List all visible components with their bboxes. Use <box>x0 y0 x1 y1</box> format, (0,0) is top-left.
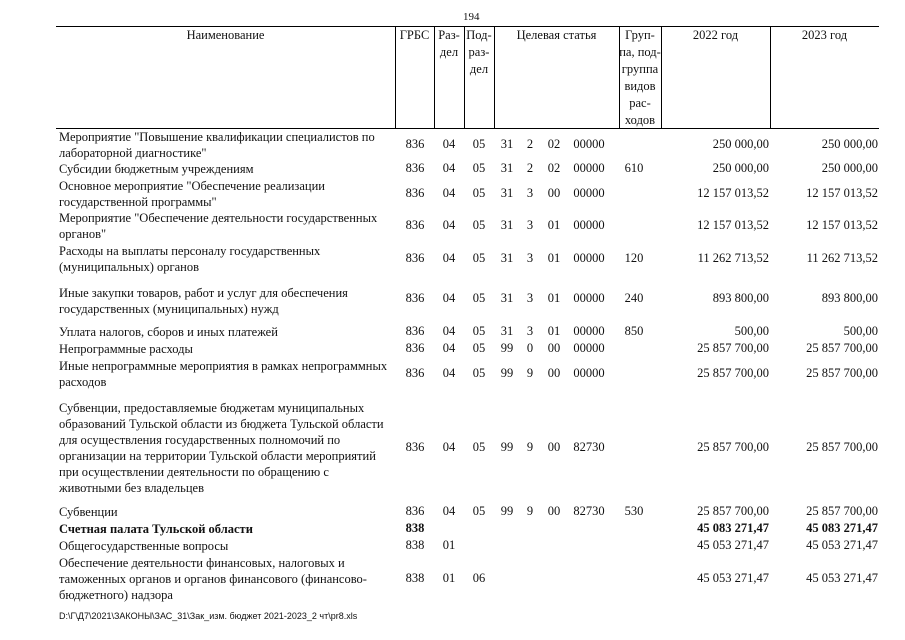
cell-grbs: 836 <box>405 251 425 265</box>
cell-csr-event: 01 <box>547 218 561 232</box>
cell-razdel: 01 <box>442 538 456 552</box>
cell-name: Уплата налогов, сборов и иных платежей <box>59 325 278 339</box>
cell-csr-direction: 00000 <box>573 161 605 175</box>
cell-csr-program: 31 <box>500 324 514 338</box>
cell-csr-type: 9 <box>526 366 534 380</box>
cell-name: Субвенции <box>59 505 118 519</box>
table-row <box>0 285 905 317</box>
table-row <box>0 161 905 177</box>
cell-csr-type: 3 <box>526 186 534 200</box>
table-row <box>0 555 905 603</box>
table-row <box>0 178 905 210</box>
cell-razdel: 01 <box>442 571 456 585</box>
cell-csr-program: 31 <box>500 291 514 305</box>
cell-podrazdel: 05 <box>472 366 486 380</box>
header-2022: 2022 год <box>692 28 739 42</box>
cell-2023: 45 053 271,47 <box>806 571 878 585</box>
cell-razdel: 04 <box>442 341 456 355</box>
table-row <box>0 324 905 340</box>
cell-2023: 45 083 271,47 <box>806 521 878 535</box>
cell-2023: 250 000,00 <box>821 161 878 175</box>
cell-razdel: 04 <box>442 440 456 454</box>
cell-podrazdel: 05 <box>472 504 486 518</box>
cell-podrazdel: 05 <box>472 137 486 151</box>
cell-grbs: 836 <box>405 218 425 232</box>
cell-csr-type: 0 <box>526 341 534 355</box>
cell-2023: 12 157 013,52 <box>806 218 878 232</box>
cell-2023: 45 053 271,47 <box>806 538 878 552</box>
cell-csr-direction: 00000 <box>573 341 605 355</box>
cell-csr-direction: 00000 <box>573 324 605 338</box>
cell-razdel: 04 <box>442 504 456 518</box>
cell-grbs: 836 <box>405 161 425 175</box>
cell-csr-event: 00 <box>547 366 561 380</box>
cell-razdel: 04 <box>442 291 456 305</box>
cell-2023: 500,00 <box>843 324 878 338</box>
cell-csr-event: 02 <box>547 161 561 175</box>
cell-name: Расходы на выплаты персоналу государственных (муниципальных) органов <box>59 244 321 274</box>
header-grbs: ГРБС <box>399 28 430 42</box>
cell-2022: 45 053 271,47 <box>697 571 769 585</box>
cell-2023: 11 262 713,52 <box>806 251 878 265</box>
table-header <box>56 26 879 129</box>
file-path: D:\Г\Д7\2021\ЗАКОНЫ\ЗАС_31\Зак_изм. бюджет 2021-2023_2 чт\pr8.xls <box>59 611 358 621</box>
cell-grbs: 836 <box>405 324 425 338</box>
cell-name: Обеспечение деятельности финансовых, налоговых и таможенных органов и органов финансового (финансово-бюджетного) надзора <box>59 556 367 602</box>
cell-razdel: 04 <box>442 186 456 200</box>
cell-vr: 530 <box>624 504 644 518</box>
cell-csr-type: 3 <box>526 218 534 232</box>
cell-2022: 45 083 271,47 <box>697 521 769 535</box>
cell-grbs: 838 <box>405 571 425 585</box>
cell-grbs: 836 <box>405 186 425 200</box>
cell-csr-direction: 82730 <box>573 504 605 518</box>
cell-name: Иные непрограммные мероприятия в рамках непрограммных расходов <box>59 359 388 389</box>
cell-razdel: 04 <box>442 137 456 151</box>
cell-razdel: 04 <box>442 161 456 175</box>
cell-csr-type: 9 <box>526 440 534 454</box>
cell-razdel: 04 <box>442 366 456 380</box>
cell-2023: 12 157 013,52 <box>806 186 878 200</box>
table-row <box>0 243 905 275</box>
cell-2022: 25 857 700,00 <box>697 366 769 380</box>
cell-2023: 250 000,00 <box>821 137 878 151</box>
table-row <box>0 538 905 554</box>
header-name: Наименование <box>186 28 265 42</box>
cell-name: Мероприятие "Повышение квалификации специалистов по лабораторной диагностике" <box>59 130 375 160</box>
cell-name: Мероприятие "Обеспечение деятельности государственных органов" <box>59 211 378 241</box>
header-vr: Груп- па, под- группа видов рас- ходов <box>619 28 661 127</box>
table-row <box>0 129 905 161</box>
cell-2022: 12 157 013,52 <box>697 186 769 200</box>
cell-csr-program: 99 <box>500 341 514 355</box>
cell-csr-event: 02 <box>547 137 561 151</box>
cell-name: Общегосударственные вопросы <box>59 539 229 553</box>
cell-2022: 45 053 271,47 <box>697 538 769 552</box>
header-csr: Целевая статья <box>516 28 597 42</box>
cell-csr-direction: 00000 <box>573 186 605 200</box>
cell-grbs: 836 <box>405 137 425 151</box>
cell-csr-type: 3 <box>526 291 534 305</box>
table-row <box>0 504 905 520</box>
cell-name: Иные закупки товаров, работ и услуг для обеспечения государственных (муниципальных) нужд <box>59 286 348 316</box>
cell-csr-direction: 00000 <box>573 218 605 232</box>
cell-csr-program: 99 <box>500 366 514 380</box>
cell-vr: 610 <box>624 161 644 175</box>
cell-csr-direction: 82730 <box>573 440 605 454</box>
cell-podrazdel: 05 <box>472 161 486 175</box>
cell-csr-program: 99 <box>500 504 514 518</box>
table-row <box>0 521 905 537</box>
cell-csr-type: 3 <box>526 324 534 338</box>
cell-csr-program: 31 <box>500 161 514 175</box>
cell-csr-event: 00 <box>547 186 561 200</box>
table-row <box>0 341 905 357</box>
page-number: 194 <box>463 11 480 23</box>
cell-2022: 250 000,00 <box>712 161 769 175</box>
cell-csr-program: 31 <box>500 251 514 265</box>
cell-podrazdel: 05 <box>472 218 486 232</box>
cell-grbs: 836 <box>405 341 425 355</box>
cell-2023: 25 857 700,00 <box>806 366 878 380</box>
cell-podrazdel: 05 <box>472 440 486 454</box>
header-razdel: Раз- дел <box>438 28 460 59</box>
cell-2022: 893 800,00 <box>712 291 769 305</box>
cell-csr-event: 01 <box>547 324 561 338</box>
cell-podrazdel: 06 <box>472 571 486 585</box>
cell-2022: 250 000,00 <box>712 137 769 151</box>
cell-grbs: 836 <box>405 504 425 518</box>
cell-2023: 25 857 700,00 <box>806 504 878 518</box>
cell-name: Счетная палата Тульской области <box>59 522 253 536</box>
cell-csr-program: 31 <box>500 218 514 232</box>
cell-2022: 500,00 <box>734 324 769 338</box>
cell-podrazdel: 05 <box>472 291 486 305</box>
cell-csr-direction: 00000 <box>573 366 605 380</box>
cell-2023: 25 857 700,00 <box>806 440 878 454</box>
cell-grbs: 838 <box>405 521 425 535</box>
cell-name: Субвенции, предоставляемые бюджетам муниципальных образований Тульской области из бюджета Тульской области для осуществления государственных полномочий по организации на территории Тульской области мероприятий при осуществлении деятельности по обращению с животными без владельцев <box>59 401 384 495</box>
cell-csr-direction: 00000 <box>573 251 605 265</box>
cell-name: Субсидии бюджетным учреждениям <box>59 162 254 176</box>
cell-csr-event: 00 <box>547 504 561 518</box>
cell-podrazdel: 05 <box>472 251 486 265</box>
cell-csr-type: 2 <box>526 161 534 175</box>
cell-csr-type: 9 <box>526 504 534 518</box>
cell-podrazdel: 05 <box>472 186 486 200</box>
cell-vr: 240 <box>624 291 644 305</box>
table-row <box>0 358 905 390</box>
cell-2023: 893 800,00 <box>821 291 878 305</box>
cell-name: Непрограммные расходы <box>59 342 193 356</box>
cell-2022: 25 857 700,00 <box>697 440 769 454</box>
cell-csr-program: 31 <box>500 137 514 151</box>
table-row <box>0 400 905 496</box>
cell-name: Основное мероприятие "Обеспечение реализации государственной программы" <box>59 179 325 209</box>
header-podrazdel: Под- раз- дел <box>466 28 492 76</box>
cell-razdel: 04 <box>442 251 456 265</box>
cell-podrazdel: 05 <box>472 341 486 355</box>
header-2023: 2023 год <box>801 28 848 42</box>
table-row <box>0 210 905 242</box>
cell-2022: 25 857 700,00 <box>697 341 769 355</box>
cell-csr-program: 31 <box>500 186 514 200</box>
cell-grbs: 836 <box>405 366 425 380</box>
cell-csr-direction: 00000 <box>573 137 605 151</box>
cell-2022: 12 157 013,52 <box>697 218 769 232</box>
cell-csr-program: 99 <box>500 440 514 454</box>
cell-2022: 25 857 700,00 <box>697 504 769 518</box>
cell-csr-event: 00 <box>547 341 561 355</box>
cell-razdel: 04 <box>442 218 456 232</box>
cell-vr: 850 <box>624 324 644 338</box>
cell-csr-event: 00 <box>547 440 561 454</box>
cell-csr-direction: 00000 <box>573 291 605 305</box>
cell-2022: 11 262 713,52 <box>697 251 769 265</box>
cell-csr-type: 3 <box>526 251 534 265</box>
cell-grbs: 836 <box>405 291 425 305</box>
cell-podrazdel: 05 <box>472 324 486 338</box>
cell-2023: 25 857 700,00 <box>806 341 878 355</box>
cell-vr: 120 <box>624 251 644 265</box>
cell-grbs: 838 <box>405 538 425 552</box>
cell-razdel: 04 <box>442 324 456 338</box>
cell-csr-type: 2 <box>526 137 534 151</box>
cell-csr-event: 01 <box>547 291 561 305</box>
cell-csr-event: 01 <box>547 251 561 265</box>
cell-grbs: 836 <box>405 440 425 454</box>
